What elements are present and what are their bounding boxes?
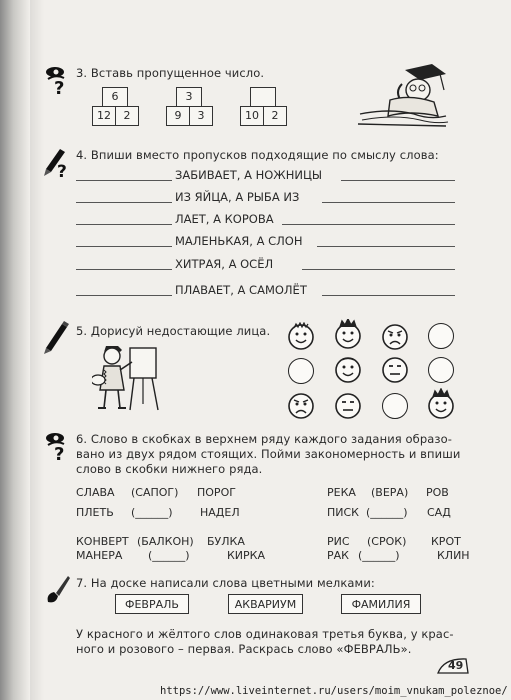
task7-text: 7. На доске написали слова цветными мелками:: [76, 576, 375, 590]
task6-text-line2: вано из двух рядом стоящих. Пойми закономерность и впиши: [76, 447, 461, 461]
left-number: 9: [166, 106, 190, 126]
face-neutral: [381, 356, 409, 384]
task7-paragraph-line1: У красного и жёлтого слов одинаковая третья буква, у крас-: [76, 627, 454, 641]
answer-line[interactable]: [76, 224, 172, 225]
board-word-surname[interactable]: ФАМИЛИЯ: [341, 594, 421, 614]
task4-line-3: ЛАЕТ, А КОРОВА: [175, 212, 274, 226]
word-left: ПИСК: [327, 506, 359, 519]
word-right: КРОТ: [431, 535, 461, 548]
answer-line[interactable]: [76, 180, 172, 181]
page-binding-shadow: [0, 0, 30, 700]
word-right: САД: [427, 506, 451, 519]
task6-text-line3: слово в скобки нижнего ряда.: [76, 462, 263, 476]
word-right: КИРКА: [227, 549, 266, 562]
face-happy-spiky: [287, 322, 315, 350]
page-number: 49: [448, 659, 464, 672]
page-fold: [30, 0, 44, 700]
svg-text:?: ?: [57, 162, 67, 179]
word-left: РЕКА: [327, 486, 356, 499]
task4-line-6: ПЛАВАЕТ, А САМОЛЁТ: [175, 283, 307, 297]
answer-line[interactable]: [322, 202, 455, 203]
question-eye-icon: [44, 428, 70, 462]
word-left: СЛАВА: [76, 486, 115, 499]
word-left: МАНЕРА: [76, 549, 123, 562]
task6-text-line1: 6. Слово в скобках в верхнем ряду каждого задания образо-: [76, 432, 453, 446]
face-empty-slot[interactable]: [382, 393, 408, 419]
word-bracket: (СРОК): [367, 535, 407, 548]
left-number: 10: [240, 106, 264, 126]
answer-line[interactable]: [282, 224, 455, 225]
word-right: НАДЕЛ: [200, 506, 240, 519]
brush-icon: [44, 572, 70, 606]
answer-line[interactable]: [317, 246, 455, 247]
face-happy-spiky: [334, 319, 362, 350]
svg-text:?: ?: [54, 78, 65, 96]
word-right: ПОРОГ: [197, 486, 236, 499]
word-bracket: (САПОГ): [131, 486, 179, 499]
board-word-aquarium[interactable]: АКВАРИУМ: [228, 594, 303, 614]
task4-text: 4. Впиши вместо пропусков подходящие по смыслу слова:: [76, 148, 439, 162]
answer-line[interactable]: [302, 269, 455, 270]
top-number: 3: [176, 87, 202, 107]
word-left: РАК: [327, 549, 349, 562]
missing-number-box[interactable]: [250, 87, 276, 107]
answer-line[interactable]: [341, 180, 455, 181]
question-eye-icon: [44, 62, 70, 96]
painter-child-illustration: [92, 344, 164, 414]
word-bracket: (ВЕРА): [371, 486, 409, 499]
word-bracket: (БАЛКОН): [137, 535, 194, 548]
answer-bracket[interactable]: (______): [366, 506, 408, 519]
answer-bracket[interactable]: (______): [358, 549, 400, 562]
word-left: ПЛЕТЬ: [76, 506, 114, 519]
answer-line[interactable]: [76, 202, 172, 203]
task5-text: 5. Дорисуй недостающие лица.: [76, 324, 271, 338]
task7-paragraph-line2: ного и розового – первая. Раскрась слово «ФЕВРАЛЬ».: [76, 642, 412, 656]
source-watermark: https://www.liveinternet.ru/users/moim_vnukam_poleznoe/: [160, 685, 508, 697]
word-left: РИС: [327, 535, 350, 548]
face-happy: [334, 356, 362, 384]
task4-line-4: МАЛЕНЬКАЯ, А СЛОН: [175, 234, 303, 248]
face-empty-slot[interactable]: [428, 357, 454, 383]
answer-line[interactable]: [322, 295, 455, 296]
face-happy-spiky: [427, 388, 455, 420]
task4-line-2: ИЗ ЯЙЦА, А РЫБА ИЗ: [175, 190, 300, 204]
face-empty-slot[interactable]: [428, 323, 454, 349]
answer-line[interactable]: [76, 269, 172, 270]
answer-bracket[interactable]: (______): [131, 506, 173, 519]
word-right: БУЛКА: [207, 535, 245, 548]
right-number: 2: [263, 106, 287, 126]
face-neutral: [334, 392, 362, 420]
face-sad: [381, 322, 409, 350]
word-right: РОВ: [426, 486, 449, 499]
face-sad: [287, 392, 315, 420]
top-number: 6: [102, 87, 128, 107]
face-empty-slot[interactable]: [288, 358, 314, 384]
task3-text: 3. Вставь пропущенное число.: [76, 66, 265, 80]
svg-text:?: ?: [54, 444, 65, 462]
answer-bracket[interactable]: (______): [148, 549, 190, 562]
word-left: КОНВЕРТ: [76, 535, 129, 548]
graduate-reading-illustration: [350, 64, 450, 128]
task4-line-1: ЗАБИВАЕТ, А НОЖНИЦЫ: [175, 168, 323, 182]
answer-line[interactable]: [76, 246, 172, 247]
word-right: КЛИН: [437, 549, 470, 562]
answer-line[interactable]: [76, 295, 172, 296]
board-word-february[interactable]: ФЕВРАЛЬ: [115, 594, 189, 614]
right-number: 2: [115, 106, 139, 126]
pencil-icon: [44, 320, 70, 354]
right-number: 3: [189, 106, 213, 126]
task4-line-5: ХИТРАЯ, А ОСЁЛ: [175, 257, 274, 271]
left-number: 12: [92, 106, 116, 126]
question-pencil-icon: [44, 145, 70, 179]
